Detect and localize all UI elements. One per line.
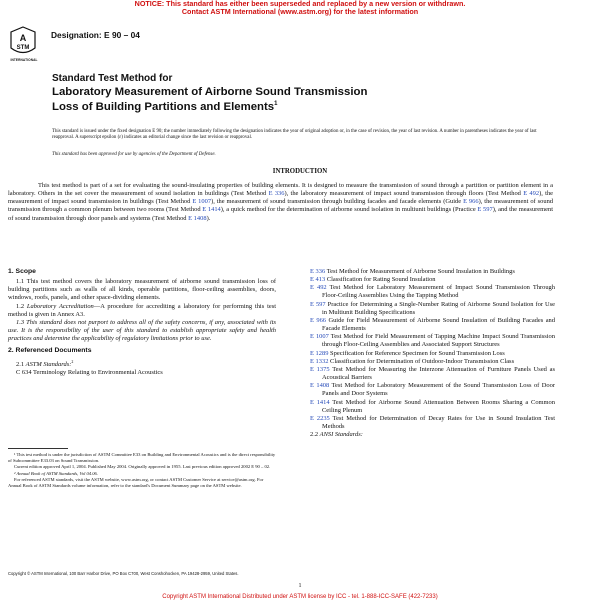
scope-1-2-italic: Laboratory Accreditation <box>26 302 94 310</box>
footnote-website: For referenced ASTM standards, visit the ASTM website, www.astm.org, or contact ASTM Customer Service at service@astm.org. For Annual Book of ASTM Standards volume information, refer to the standard's Document Summary page on the ASTM website. <box>8 477 264 488</box>
ref-code-link[interactable]: E 1289 <box>310 349 329 357</box>
title-line-3-text: Loss of Building Partitions and Elements <box>52 100 275 113</box>
ref-entry <box>310 358 555 366</box>
intro-text: ), the measurement of impact sound transmission in buildings (Test Method <box>8 190 554 206</box>
ref-entry <box>310 382 555 398</box>
ref-entry <box>310 333 555 349</box>
ref-code-link[interactable]: E 2235 <box>310 414 330 422</box>
ref-title: Test Method for Measurement of Airborne Sound Insulation in Buildings <box>325 268 515 275</box>
ref-entry <box>310 284 555 300</box>
ref-entry <box>310 268 555 276</box>
footnote-1: ¹ This test method is under the jurisdiction of ASTM Committee E33 on Building and Environmental Acoustics and is the direct responsibility of Subcommittee E33.03 on Sound Transmission. <box>8 452 276 463</box>
ref-entry <box>310 350 555 358</box>
ref-link[interactable]: E 1408 <box>188 214 207 222</box>
intro-text: ), the measurement of sound transmission through building facades and facade elements (Guide <box>211 198 464 206</box>
ansi-label: 2.2 <box>310 431 320 439</box>
ref-title: Classification for Rating Sound Insulation <box>325 276 436 284</box>
ref-link[interactable]: E 336 <box>268 190 285 198</box>
supersede-notice <box>0 0 600 16</box>
ref-entry <box>310 317 555 333</box>
ref-title: Test Method for Measuring the Interzone Attenuation of Furniture Panels Used as Acoustical Barriers <box>322 365 555 382</box>
ref-link[interactable]: E 1414 <box>202 206 221 214</box>
ref-code-link[interactable]: E 1408 <box>310 382 330 390</box>
ref-code-link[interactable]: E 492 <box>310 284 327 292</box>
ref-title: Test Method for Airborne Sound Attenuation Between Rooms Sharing a Common Ceiling Plenum <box>322 398 555 414</box>
ref-link[interactable]: E 492 <box>523 190 540 198</box>
copyright-line: Copyright © ASTM International, 100 Barr Harbor Drive, PO Box C700, West Conshohocken, PA 19428-2959, United States. <box>8 571 239 576</box>
standard-note: This standard is issued under the fixed designation E 90; the number immediately following the designation indicates the year of original adoption or, in the case of revision, the year of last revision. A number in parentheses indicates the year of last reapproval. A superscript epsilon (ε) indicates an editorial change since the last revision or reapproval. <box>52 129 537 141</box>
notice-line-1: NOTICE: This standard has either been superseded and replaced by a new version or withdrawn. <box>134 0 466 8</box>
footnotes <box>8 452 276 490</box>
scope-1-2-text: —A procedure for accrediting a laboratory for performing this test method is given in Annex A3. <box>8 302 277 318</box>
intro-text: ), and the measurement of sound transmission through door panels and systems (Test Method <box>8 206 554 222</box>
ref-title: Practice for Determining a Single-Number Rating of Airborne Sound Isolation for Use in Multiunit Building Specifications <box>322 300 556 316</box>
title-line-1: Standard Test Method for <box>52 73 173 84</box>
ansi-standards-subheading <box>310 431 555 439</box>
ref-title: Guide for Field Measurement of Airborne Sound Insulation of Building Facades and Facade Elements <box>322 316 555 333</box>
logo-subtitle: INTERNATIONAL <box>10 58 38 62</box>
ref-entry <box>310 276 555 284</box>
title-line-3 <box>52 98 472 113</box>
ref-code-link[interactable]: E 966 <box>310 316 327 324</box>
footnote-2: ² Annual Book of ASTM Standards, Vol 04.06. <box>14 470 98 476</box>
ref-code-link[interactable]: E 597 <box>310 300 326 308</box>
intro-text: This test method is part of a set for evaluating the sound-insulating properties of building elements. It is designed to measure the transmission of sound through a partition or partition element in a laboratory. Others in the set cover the measurement of sound isolation in buildings (Test Method <box>8 182 553 198</box>
astm-logo-icon <box>10 26 36 58</box>
footnote-edition: Current edition approved April 1, 2004. Published May 2004. Originally approved in 1955. Last previous edition approved 2002 E 90 – 02. <box>14 464 271 470</box>
document-title <box>52 73 472 114</box>
ref-title: Test Method for Laboratory Measurement of Impact Sound Transmission Through Floor-Ceiling Assemblies Using the Tapping Method <box>322 284 555 300</box>
astm-standards-italic: ASTM Standards: <box>25 360 72 368</box>
ref-code-link[interactable]: E 1332 <box>310 357 329 365</box>
page-number: 1 <box>298 583 302 589</box>
svg-text:A: A <box>19 33 27 43</box>
ref-link[interactable]: E 966 <box>463 198 479 206</box>
referenced-documents-heading: 2. Referenced Documents <box>8 347 92 355</box>
astm-standards-subheading <box>16 358 276 369</box>
ref-title: Specification for Reference Specimen for Sound Transmission Loss <box>328 349 505 357</box>
intro-text: ), the laboratory measurement of impact sound transmission through floors (Test Method <box>284 190 524 198</box>
svg-text:STM: STM <box>16 45 30 51</box>
ref-title: Test Method for Determination of Decay Rates for Use in Sound Insulation Test Methods <box>322 414 555 430</box>
scope-heading: 1. Scope <box>8 268 36 275</box>
ref-link[interactable]: E 597 <box>477 206 493 214</box>
introduction-text <box>8 182 553 223</box>
scope-1-2-label: 1.2 <box>16 302 27 310</box>
ref-entry <box>310 301 555 317</box>
introduction-heading: INTRODUCTION <box>272 168 328 175</box>
ref-code-link[interactable]: E 413 <box>310 276 326 284</box>
scope-1-3: 1.3 This standard does not purport to address all of the safety concerns, if any, associated with its use. It is the responsibility of the user of this standard to establish appropriate safety and health practices and determine the applicability of regulatory limitations prior to use. <box>8 318 276 343</box>
ref-title: Classification for Determination of Outdoor-Indoor Transmission Class <box>328 357 515 365</box>
intro-text: ), the measurement of sound transmission through a common plenum between two rooms (Test Method <box>8 198 554 214</box>
title-footnote-mark: 1 <box>274 101 278 108</box>
ref-title: Test Method for Laboratory Measurement of the Sound Transmission Loss of Door Panels and Door Systems <box>322 382 555 398</box>
scope-1-2 <box>8 303 276 319</box>
ref-code-link[interactable]: E 1007 <box>310 333 329 341</box>
ref-entry <box>310 415 555 431</box>
ref-entry <box>310 366 555 382</box>
ref-code-link[interactable]: E 336 <box>310 268 326 275</box>
astm-standards-label: 2.1 <box>16 360 26 368</box>
approval-note: This standard has been approved for use by agencies of the Department of Defense. <box>52 152 216 157</box>
astm-standards-mark: 2 <box>71 358 74 364</box>
designation: Designation: E 90 – 04 <box>51 30 140 40</box>
right-column <box>310 268 555 439</box>
title-line-2: Laboratory Measurement of Airborne Sound Transmission <box>52 85 368 98</box>
footnote-divider <box>8 448 68 449</box>
ref-c634: C 634 Terminology Relating to Environmental Acoustics <box>16 368 163 376</box>
ref-entry <box>310 399 555 415</box>
ansi-italic: ANSI Standards: <box>319 431 363 439</box>
ref-title: Test Method for Field Measurement of Tapping Machine Impact Sound Transmission through Floor-Ceiling Assemblies and Associated Support Structures <box>322 333 555 349</box>
ref-link[interactable]: E 1007 <box>192 198 212 206</box>
ref-code-link[interactable]: E 1414 <box>310 398 330 406</box>
notice-line-2: Contact ASTM International (www.astm.org) for the latest information <box>181 7 419 16</box>
scope-1-1: 1.1 This test method covers the laboratory measurement of airborne sound transmission loss of building partitions such as walls of all kinds, operable partitions, floor-ceiling assemblies, doors, windows, roofs, panels, and other space-dividing elements. <box>8 278 276 302</box>
license-line: Copyright ASTM International Distributed under ASTM license by ICC - tel. 1-888-ICC-SAFE (422-7233) <box>162 594 438 600</box>
intro-text: ). <box>206 214 211 222</box>
left-column <box>8 268 276 377</box>
ref-code-link[interactable]: E 1375 <box>310 365 330 373</box>
intro-text: ), a quick method for the determination of airborne sound isolation in multiunit buildings (Practice <box>220 206 478 214</box>
